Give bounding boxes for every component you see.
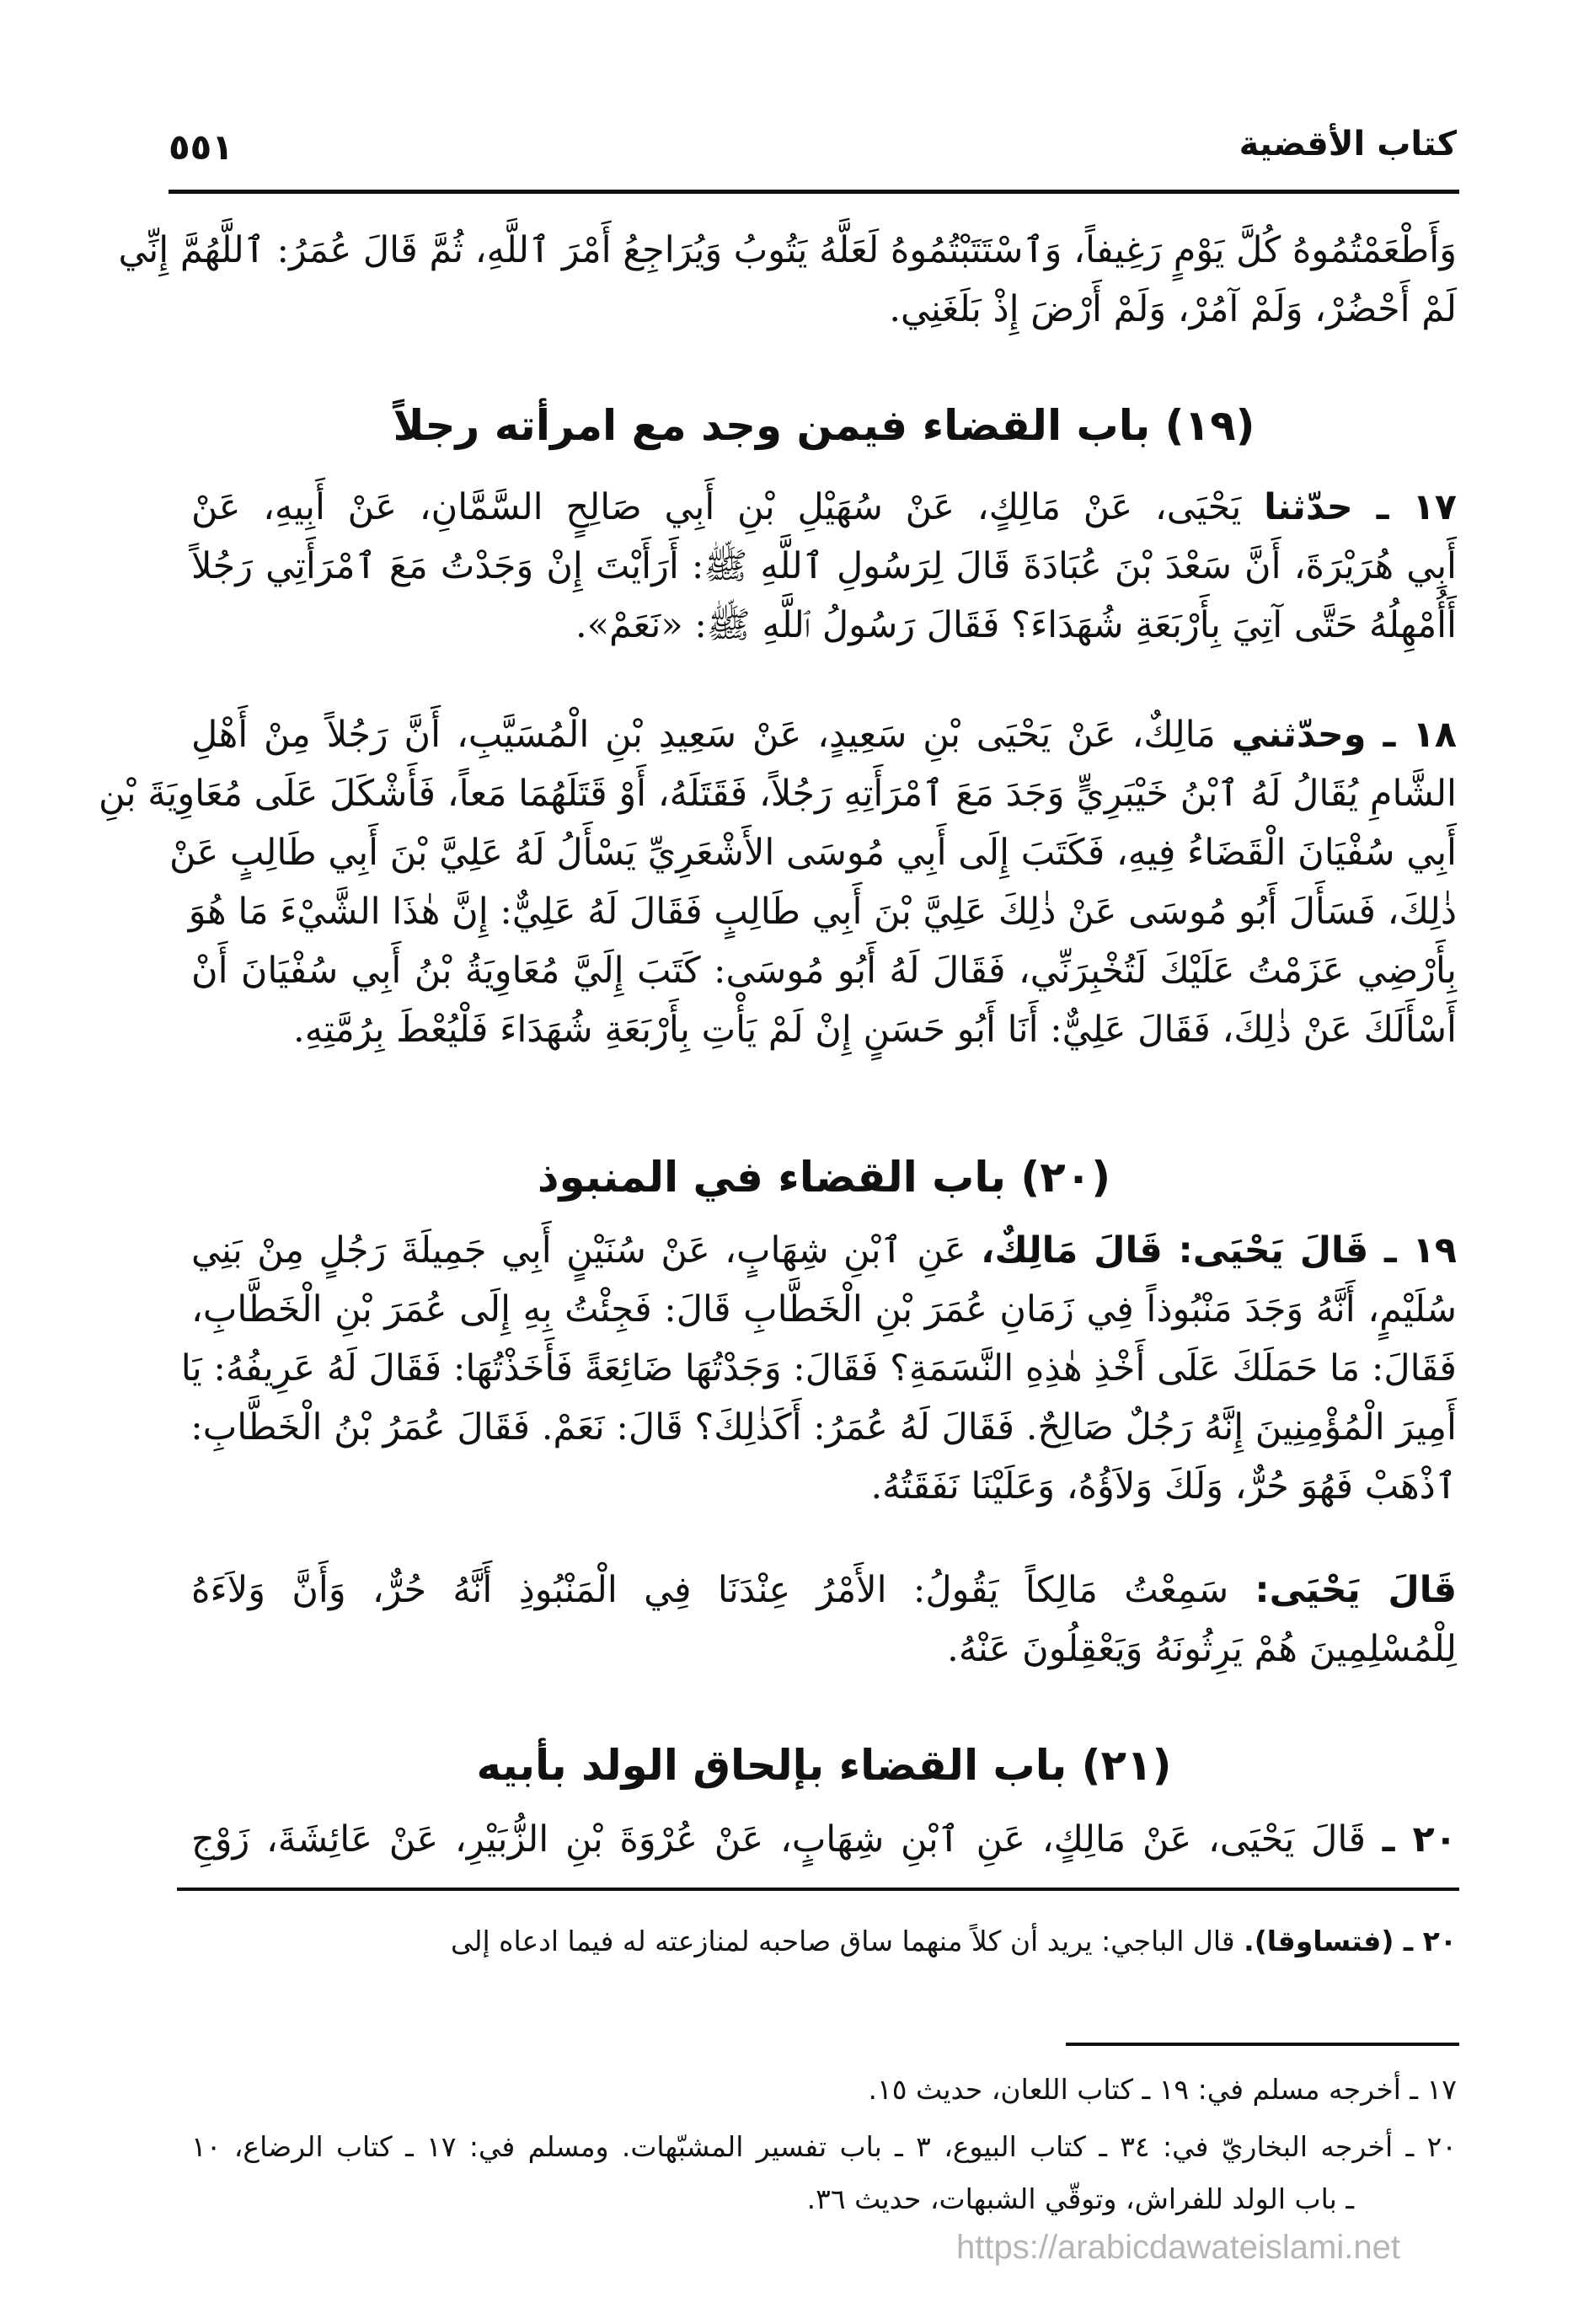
commentary-note	[191, 1914, 1457, 1968]
line-text: بِأَرْضِي عَزَمْتُ عَلَيْكَ لَتُخْبِرَنِّي، فَقَالَ لَهُ أَبُو مُوسَى: كَتَبَ إِلَيَّ مُعَاوِيَةُ بْنُ أَبِي سُفْيَانَ أَنْ	[191, 950, 1457, 992]
text-line	[188, 885, 1457, 939]
text-line	[191, 1003, 1457, 1057]
line-text: ٱذْهَبْ فَهُوَ حُرٌّ، وَلَكَ وَلاَؤُهُ، وَعَلَيْنَا نَفَقَتُهُ.	[870, 1465, 1457, 1507]
line-text: أَأُمْهِلُهُ حَتَّى آتِيَ بِأَرْبَعَةِ شُهَدَاءَ؟ فَقَالَ رَسُولُ ٱللَّهِ ﷺ: «نَعَمْ».	[575, 604, 1457, 646]
text-line	[191, 282, 1457, 336]
line-text: لَمْ أَحْضُرْ، وَلَمْ آمُرْ، وَلَمْ أَرْضَ إِذْ بَلَغَنِي.	[889, 288, 1457, 330]
running-title: كتاب الأقضية	[1239, 125, 1457, 163]
line-text: قَالَ يَحْيَى، عَنْ مَالِكٍ، عَنِ ٱبْنِ شِهَابٍ، عَنْ عُرْوَةَ بْنِ الزُّبَيْرِ، عَنْ عَائِشَةَ، زَوْجِ	[191, 1818, 1367, 1861]
text-line	[191, 539, 1457, 593]
page-number: ٥٥١	[169, 126, 233, 168]
hadith-lead: ١٧ ـ حدّثنا	[1264, 486, 1457, 528]
text-line	[191, 1622, 1457, 1676]
footnote: ٢٠ ـ أخرجه البخاريّ في: ٣٤ ـ كتاب البيوع، ٣ ـ باب تفسير المشبّهات. ومسلم في: ١٧ ـ كتاب الرضاع، ١٠	[191, 2130, 1457, 2163]
line-text: ذٰلِكَ، فَسَأَلَ أَبُو مُوسَى عَنْ ذٰلِكَ عَلِيَّ بْنَ أَبِي طَالِبٍ فَقَالَ لَهُ عَلِيٌّ: إِنَّ هٰذَا الشَّيْءَ مَا هُوَ	[188, 891, 1457, 933]
text-line	[191, 1224, 1457, 1277]
text-line	[191, 944, 1457, 998]
section-heading: (٢١) باب القضاء بإلحاق الولد بأبيه	[476, 1741, 1172, 1790]
header-rule	[169, 190, 1459, 194]
hadith-lead: قَالَ يَحْيَى:	[1255, 1569, 1457, 1611]
footnote-rule	[1066, 2043, 1459, 2046]
footnote: ١٧ ـ أخرجه مسلم في: ١٩ ـ كتاب اللعان، حديث ١٥.	[868, 2073, 1457, 2106]
text-line	[191, 1459, 1457, 1513]
hadith-lead: ٢٠ ـ	[1382, 1818, 1458, 1861]
text-line	[191, 1813, 1457, 1866]
text-line	[191, 598, 1457, 652]
text-line	[191, 1400, 1457, 1454]
line-text: فَقَالَ: مَا حَمَلَكَ عَلَى أَخْذِ هٰذِهِ النَّسَمَةِ؟ فَقَالَ: وَجَدْتُهَا ضَائِعَةً فَأَخَذْتُهَا: فَقَالَ لَهُ عَرِيفُهُ: يَا	[180, 1347, 1457, 1390]
text-line	[191, 480, 1457, 534]
section-heading: (١٩) باب القضاء فيمن وجد مع امرأته رجلاً	[393, 401, 1255, 450]
line-text: أَبِي هُرَيْرَةَ، أَنَّ سَعْدَ بْنَ عُبَادَةَ قَالَ لِرَسُولِ ٱللَّهِ ﷺ: أَرَأَيْتَ إِنْ وَجَدْتُ مَعَ ٱمْرَأَتِي رَجُلاً	[191, 545, 1457, 587]
text-line	[191, 1282, 1457, 1336]
text-line	[118, 223, 1457, 277]
text-line	[98, 767, 1457, 821]
section-heading: (٢٠) باب القضاء في المنبوذ	[537, 1153, 1111, 1202]
commentary-lead: ٢٠ ـ (فتساوقا).	[1244, 1925, 1457, 1957]
line-text: أَبِي سُفْيَانَ الْقَضَاءُ فِيهِ، فَكَتَبَ إِلَى أَبِي مُوسَى الأَشْعَرِيِّ يَسْأَلُ لَهُ عَلِيَّ بْنَ أَبِي طَالِبٍ عَنْ	[169, 832, 1457, 874]
line-text: وَأَطْعَمْتُمُوهُ كُلَّ يَوْمٍ رَغِيفاً، وَٱسْتَتَبْتُمُوهُ لَعَلَّهُ يَتُوبُ وَيُرَاجِعُ أَمْرَ ٱللَّهِ، ثُمَّ قَالَ عُمَرُ: ٱللَّهُمَّ إِنِّي	[118, 229, 1457, 271]
commentary-text: قال الباجي: يريد أن كلاً منهما ساق صاحبه لمنازعته له فيما ادعاه إلى	[450, 1925, 1235, 1957]
line-text: سُلَيْمٍ، أَنَّهُ وَجَدَ مَنْبُوذاً فِي زَمَانِ عُمَرَ بْنِ الْخَطَّابِ قَالَ: فَجِئْتُ بِهِ إِلَى عُمَرَ بْنِ الْخَطَّابِ،	[191, 1288, 1457, 1331]
text-line	[191, 1563, 1457, 1617]
text-line	[180, 1341, 1457, 1395]
line-text: مَالِكٌ، عَنْ يَحْيَى بْنِ سَعِيدٍ، عَنْ سَعِيدِ بْنِ الْمُسَيَّبِ، أَنَّ رَجُلاً مِنْ أَهْلِ	[191, 714, 1216, 756]
commentary-rule	[177, 1888, 1459, 1891]
line-text: الشَّامِ يُقَالُ لَهُ ٱبْنُ خَيْبَرِيٍّ وَجَدَ مَعَ ٱمْرَأَتِهِ رَجُلاً، فَقَتَلَهُ، أَوْ قَتَلَهُمَا مَعاً، فَأَشْكَلَ عَلَى مُعَاوِيَةَ بْنِ	[98, 773, 1457, 815]
line-text: يَحْيَى، عَنْ مَالِكٍ، عَنْ سُهَيْلِ بْنِ أَبِي صَالِحٍ السَّمَّانِ، عَنْ أَبِيهِ، عَنْ	[191, 486, 1242, 528]
line-text: أَسْأَلَكَ عَنْ ذٰلِكَ، فَقَالَ عَلِيٌّ: أَنَا أَبُو حَسَنٍ إِنْ لَمْ يَأْتِ بِأَرْبَعَةِ شُهَدَاءَ فَلْيُعْطَ بِرُمَّتِهِ.	[293, 1009, 1457, 1051]
footnote: ـ باب الولد للفراش، وتوقّي الشبهات، حديث ٣٦.	[806, 2182, 1354, 2215]
text-line	[191, 708, 1457, 762]
text-line	[169, 826, 1457, 880]
line-text: لِلْمُسْلِمِينَ هُمْ يَرِثُونَهُ وَيَعْقِلُونَ عَنْهُ.	[947, 1628, 1457, 1670]
hadith-lead: ١٩ ـ قَالَ يَحْيَى: قَالَ مَالِكٌ،	[981, 1229, 1458, 1272]
watermark: https://arabicdawateislami.net	[956, 2229, 1400, 2266]
line-text: عَنِ ٱبْنِ شِهَابٍ، عَنْ سُنَيْنٍ أَبِي جَمِيلَةَ رَجُلٍ مِنْ بَنِي	[191, 1229, 966, 1272]
line-text: أَمِيرَ الْمُؤْمِنِينَ إِنَّهُ رَجُلٌ صَالِحٌ. فَقَالَ لَهُ عُمَرُ: أَكَذٰلِكَ؟ قَالَ: نَعَمْ. فَقَالَ عُمَرُ بْنُ الْخَطَّابِ:	[190, 1406, 1457, 1448]
line-text: سَمِعْتُ مَالِكاً يَقُولُ: الأَمْرُ عِنْدَنَا فِي الْمَنْبُوذِ أَنَّهُ حُرٌّ، وَأَنَّ وَلاَءَهُ	[191, 1569, 1229, 1611]
hadith-lead: ١٨ ـ وحدّثني	[1231, 714, 1457, 756]
